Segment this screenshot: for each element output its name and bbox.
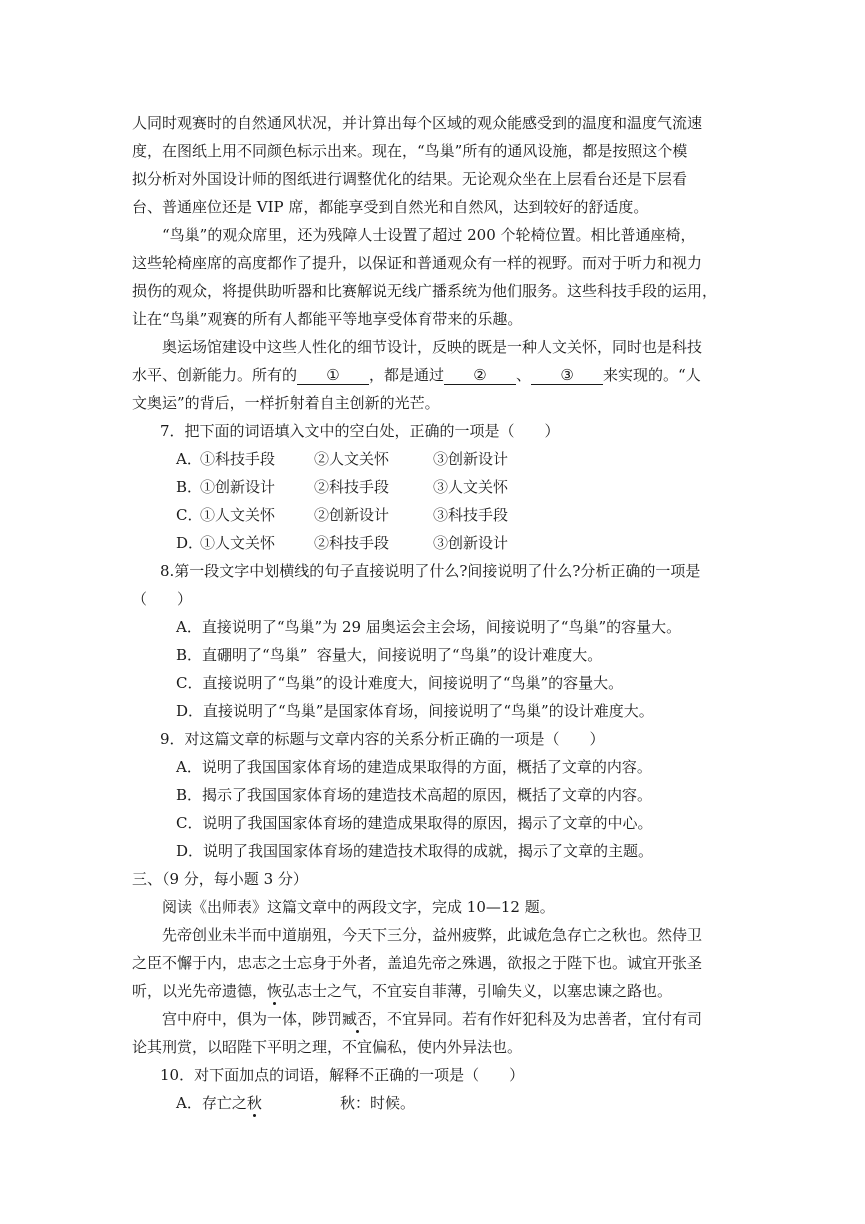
option-choice: ②科技手段 xyxy=(314,478,390,496)
question-7-stem: 7．把下面的词语填入文中的空白处，正确的一项是（ ） xyxy=(160,422,560,440)
option-letter: D． xyxy=(176,534,204,552)
option-text: A．存亡之 xyxy=(176,1094,247,1112)
passage-line: 让在“鸟巢”观赛的所有人都能平等地享受体育带来的乐趣。 xyxy=(132,310,523,328)
passage-line: 奥运场馆建设中这些人性化的细节设计，反映的既是一种人文关怀，同时也是科技 xyxy=(162,338,703,356)
question-9-option: D．说明了我国国家体育场的建造技术取得的成就，揭示了文章的主题。 xyxy=(176,842,654,860)
passage-text: 、 xyxy=(516,366,532,384)
classical-text-line xyxy=(132,981,672,1001)
blank-3: ③ xyxy=(531,367,603,385)
question-8-stem-paren: （ ） xyxy=(132,590,193,608)
question-9-option: B．揭示了我国国家体育场的建造技术高超的原因，概括了文章的内容。 xyxy=(176,786,653,804)
classical-text: 听，以光先帝遗德， xyxy=(132,982,268,1000)
dotted-word: 恢 xyxy=(267,982,283,1000)
classical-text-line xyxy=(162,1009,702,1029)
passage-text: 来实现的。“人 xyxy=(603,366,701,384)
passage-text: 水平、创新能力。所有的 xyxy=(132,366,298,384)
question-8-stem: 8.第一段文字中划横线的句子直接说明了什么?间接说明了什么?分析正确的一项是 xyxy=(160,562,701,580)
option-choice: ①创新设计 xyxy=(200,478,276,496)
classical-text: 弘志士之气，不宜妄自菲薄，引喻失义，以塞忠谏之路也。 xyxy=(282,982,673,1000)
option-choice: ①人文关怀 xyxy=(200,506,276,524)
classical-text-line: 论其刑赏，以昭陛下平明之理，不宜偏私，使内外异法也。 xyxy=(132,1038,523,1056)
question-10-definition: 秋：时候。 xyxy=(340,1094,416,1112)
passage-line: 度，在图纸上用不同颜色标示出来。现在，“鸟巢”所有的通风设施，都是按照这个模 xyxy=(132,142,688,160)
question-10-stem: 10．对下面加点的词语，解释不正确的一项是（ ） xyxy=(160,1066,525,1084)
passage-line: 文奥运”的背后，一样折射着自主创新的光芒。 xyxy=(132,394,440,412)
dotted-word: 臧否 xyxy=(342,1010,373,1028)
question-10-option xyxy=(176,1093,262,1113)
question-9-option: C．说明了我国国家体育场的建造成果取得的原因，揭示了文章的中心。 xyxy=(176,814,653,832)
question-7-option xyxy=(176,477,202,497)
classical-text: ，不宜异同。若有作奸犯科及为忠善者，宜付有司 xyxy=(372,1010,703,1028)
question-7-option xyxy=(176,533,203,553)
passage-line: 这些轮椅座席的高度都作了提升，以保证和普通观众有一样的视野。而对于听力和视力 xyxy=(132,254,703,272)
classical-text-line: 先帝创业未半而中道崩殂，今天下三分，益州疲弊，此诚危急存亡之秋也。然侍卫 xyxy=(162,926,703,944)
option-choice: ③创新设计 xyxy=(433,534,509,552)
question-8-option: C．直接说明了“鸟巢”的设计难度大，间接说明了“鸟巢”的容量大。 xyxy=(176,674,624,692)
passage-line: 拟分析对外国设计师的图纸进行调整优化的结果。无论观众坐在上层看台还是下层看 xyxy=(132,170,688,188)
classical-text: 宫中府中，俱为一体，陟罚 xyxy=(162,1010,343,1028)
question-8-option: A．直接说明了“鸟巢”为 29 届奥运会主会场，间接说明了“鸟巢”的容量大。 xyxy=(176,618,682,636)
passage-line: 人同时观赛时的自然通风状况，并计算出每个区域的观众能感受到的温度和温度气流速 xyxy=(132,114,703,132)
option-choice: ①人文关怀 xyxy=(200,534,276,552)
question-8-option: D．直接说明了“鸟巢”是国家体育场，间接说明了“鸟巢”的设计难度大。 xyxy=(176,702,654,720)
option-choice: ②科技手段 xyxy=(314,534,390,552)
question-9-stem: 9．对这篇文章的标题与文章内容的关系分析正确的一项是（ ） xyxy=(160,730,605,748)
option-choice: ③科技手段 xyxy=(433,506,509,524)
option-choice: ③人文关怀 xyxy=(433,478,509,496)
blank-2: ② xyxy=(444,367,516,385)
passage-line-with-blanks xyxy=(132,365,701,385)
passage-line: 台、普通座位还是 VIP 席，都能享受到自然光和自然风，达到较好的舒适度。 xyxy=(132,198,649,216)
option-letter: B． xyxy=(176,478,203,496)
option-choice: ②人文关怀 xyxy=(314,450,390,468)
question-7-option xyxy=(176,505,202,525)
option-choice: ③创新设计 xyxy=(433,450,509,468)
option-choice: ②创新设计 xyxy=(314,506,390,524)
blank-1: ① xyxy=(297,367,369,385)
question-7-option xyxy=(176,449,202,469)
section-heading: 三、（9 分，每小题 3 分） xyxy=(132,870,308,888)
question-8-option: B．直硼明了“鸟巢” 容量大，间接说明了“鸟巢”的设计难度大。 xyxy=(176,646,603,664)
question-9-option: A．说明了我国国家体育场的建造成果取得的方面，概括了文章的内容。 xyxy=(176,758,652,776)
passage-line: 损伤的观众，将提供助听器和比赛解说无线广播系统为他们服务。这些科技手段的运用， xyxy=(132,282,718,300)
option-letter: C． xyxy=(176,506,203,524)
classical-text-line: 之臣不懈于内，忠志之士忘身于外者，盖追先帝之殊遇，欲报之于陛下也。诚宜开张圣 xyxy=(132,954,703,972)
passage-text: ，都是通过 xyxy=(369,366,445,384)
section-intro: 阅读《出师表》这篇文章中的两段文字，完成 10—12 题。 xyxy=(162,898,555,916)
option-choice: ①科技手段 xyxy=(200,450,276,468)
option-letter: A． xyxy=(176,450,202,468)
passage-line: “鸟巢”的观众席里，还为残障人士设置了超过 200 个轮椅位置。相比普通座椅， xyxy=(162,226,696,244)
dotted-word: 秋 xyxy=(246,1094,262,1112)
